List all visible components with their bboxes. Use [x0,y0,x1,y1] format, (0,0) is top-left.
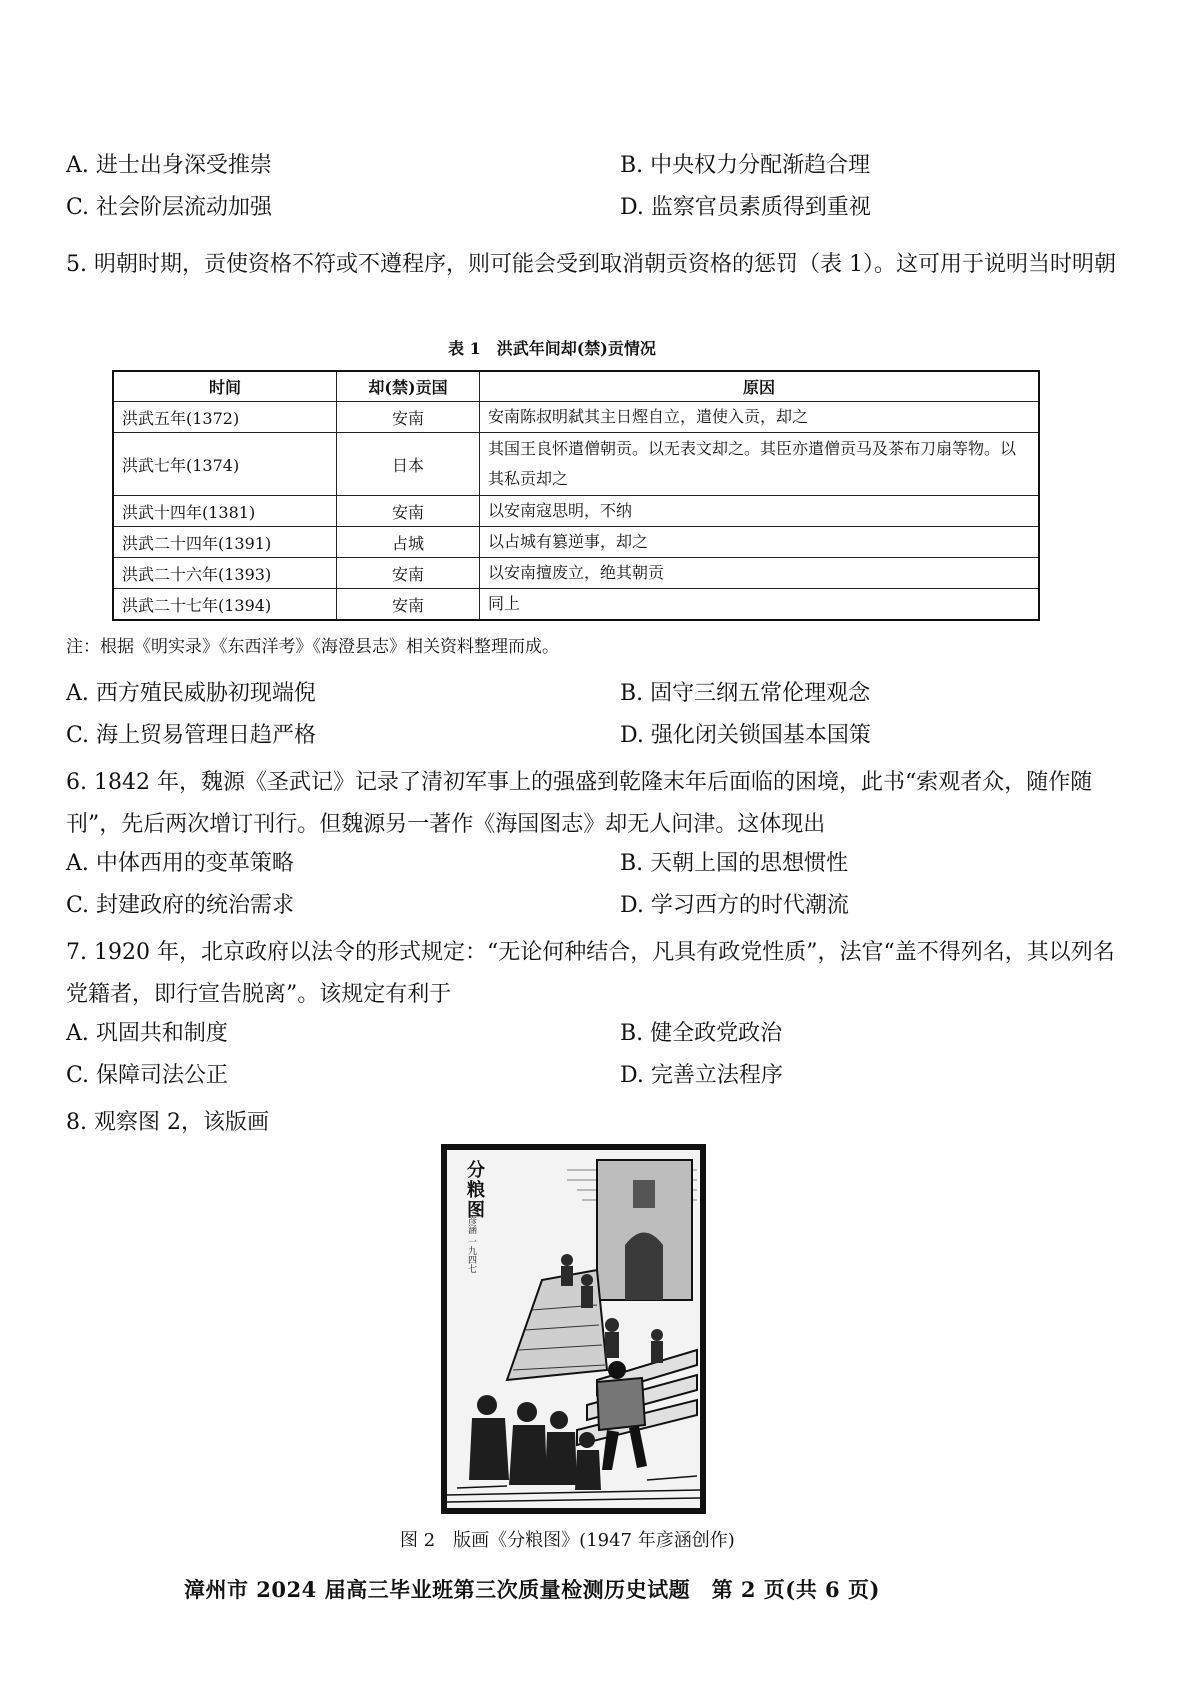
table-row [113,496,1039,527]
table1-caption: 表 1 洪武年间却(禁)贡情况 [448,339,656,358]
table-header-time: 时间 [113,371,337,402]
table-cell-time: 洪武七年(1374) [113,433,337,496]
table-cell-country: 安南 [337,589,480,621]
table-cell-reason: 以占城有篡逆事，却之 [480,527,1040,558]
print-title: 分粮图 [464,1160,485,1220]
q4-option-c: C. 社会阶层流动加强 [66,195,273,220]
print-signature: 彦涵 一九四七 [466,1216,476,1273]
q5-option-a: A. 西方殖民威胁初现端倪 [66,681,316,706]
q4-option-b: B. 中央权力分配渐趋合理 [620,153,871,178]
q7-option-d: D. 完善立法程序 [620,1063,783,1088]
table-cell-reason: 同上 [480,589,1040,621]
table1 [112,370,1040,621]
table-row [113,558,1039,589]
table-row [113,527,1039,558]
q4-option-a: A. 进士出身深受推崇 [66,153,272,178]
q6-option-b: B. 天朝上国的思想惯性 [620,851,849,876]
table-cell-time: 洪武二十七年(1394) [113,589,337,621]
woodcut-illustration [447,1150,700,1508]
table-cell-reason: 其国王良怀遣僧朝贡。以无表文却之。其臣亦遣僧贡马及茶布刀扇等物。以其私贡却之 [480,433,1040,496]
woodcut-print-image [441,1144,706,1514]
q8-stem: 8. 观察图 2，该版画 [66,1110,269,1135]
q6-option-c: C. 封建政府的统治需求 [66,893,295,918]
table-cell-reason: 安南陈叔明弑其主日熞自立，遣使入贡，却之 [480,402,1040,433]
table-cell-reason: 以安南擅废立，绝其朝贡 [480,558,1040,589]
q7-option-a: A. 巩固共和制度 [66,1021,228,1046]
q7-stem: 7. 1920 年，北京政府以法令的形式规定：“无论何种结合，凡具有政党性质”，法官“盖不得列名，其以列名党籍者，即行宣告脱离”。该规定有利于 [66,940,1115,1007]
table-header-row [113,371,1039,402]
table-cell-country: 安南 [337,496,480,527]
table-cell-country: 安南 [337,402,480,433]
table-row [113,589,1039,621]
table-cell-country: 安南 [337,558,480,589]
q6-option-a: A. 中体西用的变革策略 [66,851,294,876]
table-cell-time: 洪武二十四年(1391) [113,527,337,558]
q5-stem: 5. 明朝时期，贡使资格不符或不遵程序，则可能会受到取消朝贡资格的惩罚（表 1）。这可用于说明当时明朝 [66,252,1116,277]
table-row [113,433,1039,496]
q5-option-d: D. 强化闭关锁国基本国策 [620,723,871,748]
table1-note: 注：根据《明实录》《东西洋考》《海澄县志》相关资料整理而成。 [66,637,559,657]
q6-stem: 6. 1842 年，魏源《圣武记》记录了清初军事上的强盛到乾隆末年后面临的困境，此书“索观者众，随作随刊”，先后两次增订刊行。但魏源另一著作《海国图志》却无人问津。这体现出 [66,770,1093,837]
table-cell-time: 洪武二十六年(1393) [113,558,337,589]
q5-option-b: B. 固守三纲五常伦理观念 [620,681,871,706]
table-header-country: 却(禁)贡国 [337,371,480,402]
q4-option-d: D. 监察官员素质得到重视 [620,195,871,220]
table-cell-reason: 以安南寇思明，不纳 [480,496,1040,527]
q6-option-d: D. 学习西方的时代潮流 [620,893,849,918]
page-footer: 漳州市 2024 届高三毕业班第三次质量检测历史试题 第 2 页(共 6 页) [184,1577,880,1602]
table-header-reason: 原因 [480,371,1040,402]
table-cell-time: 洪武五年(1372) [113,402,337,433]
q7-option-c: C. 保障司法公正 [66,1063,229,1088]
q7-option-b: B. 健全政党政治 [620,1021,783,1046]
table-row [113,402,1039,433]
table-cell-country: 日本 [337,433,480,496]
table-cell-country: 占城 [337,527,480,558]
figure2-caption: 图 2 版画《分粮图》(1947 年彦涵创作) [400,1530,735,1551]
table-cell-time: 洪武十四年(1381) [113,496,337,527]
q5-option-c: C. 海上贸易管理日趋严格 [66,723,317,748]
